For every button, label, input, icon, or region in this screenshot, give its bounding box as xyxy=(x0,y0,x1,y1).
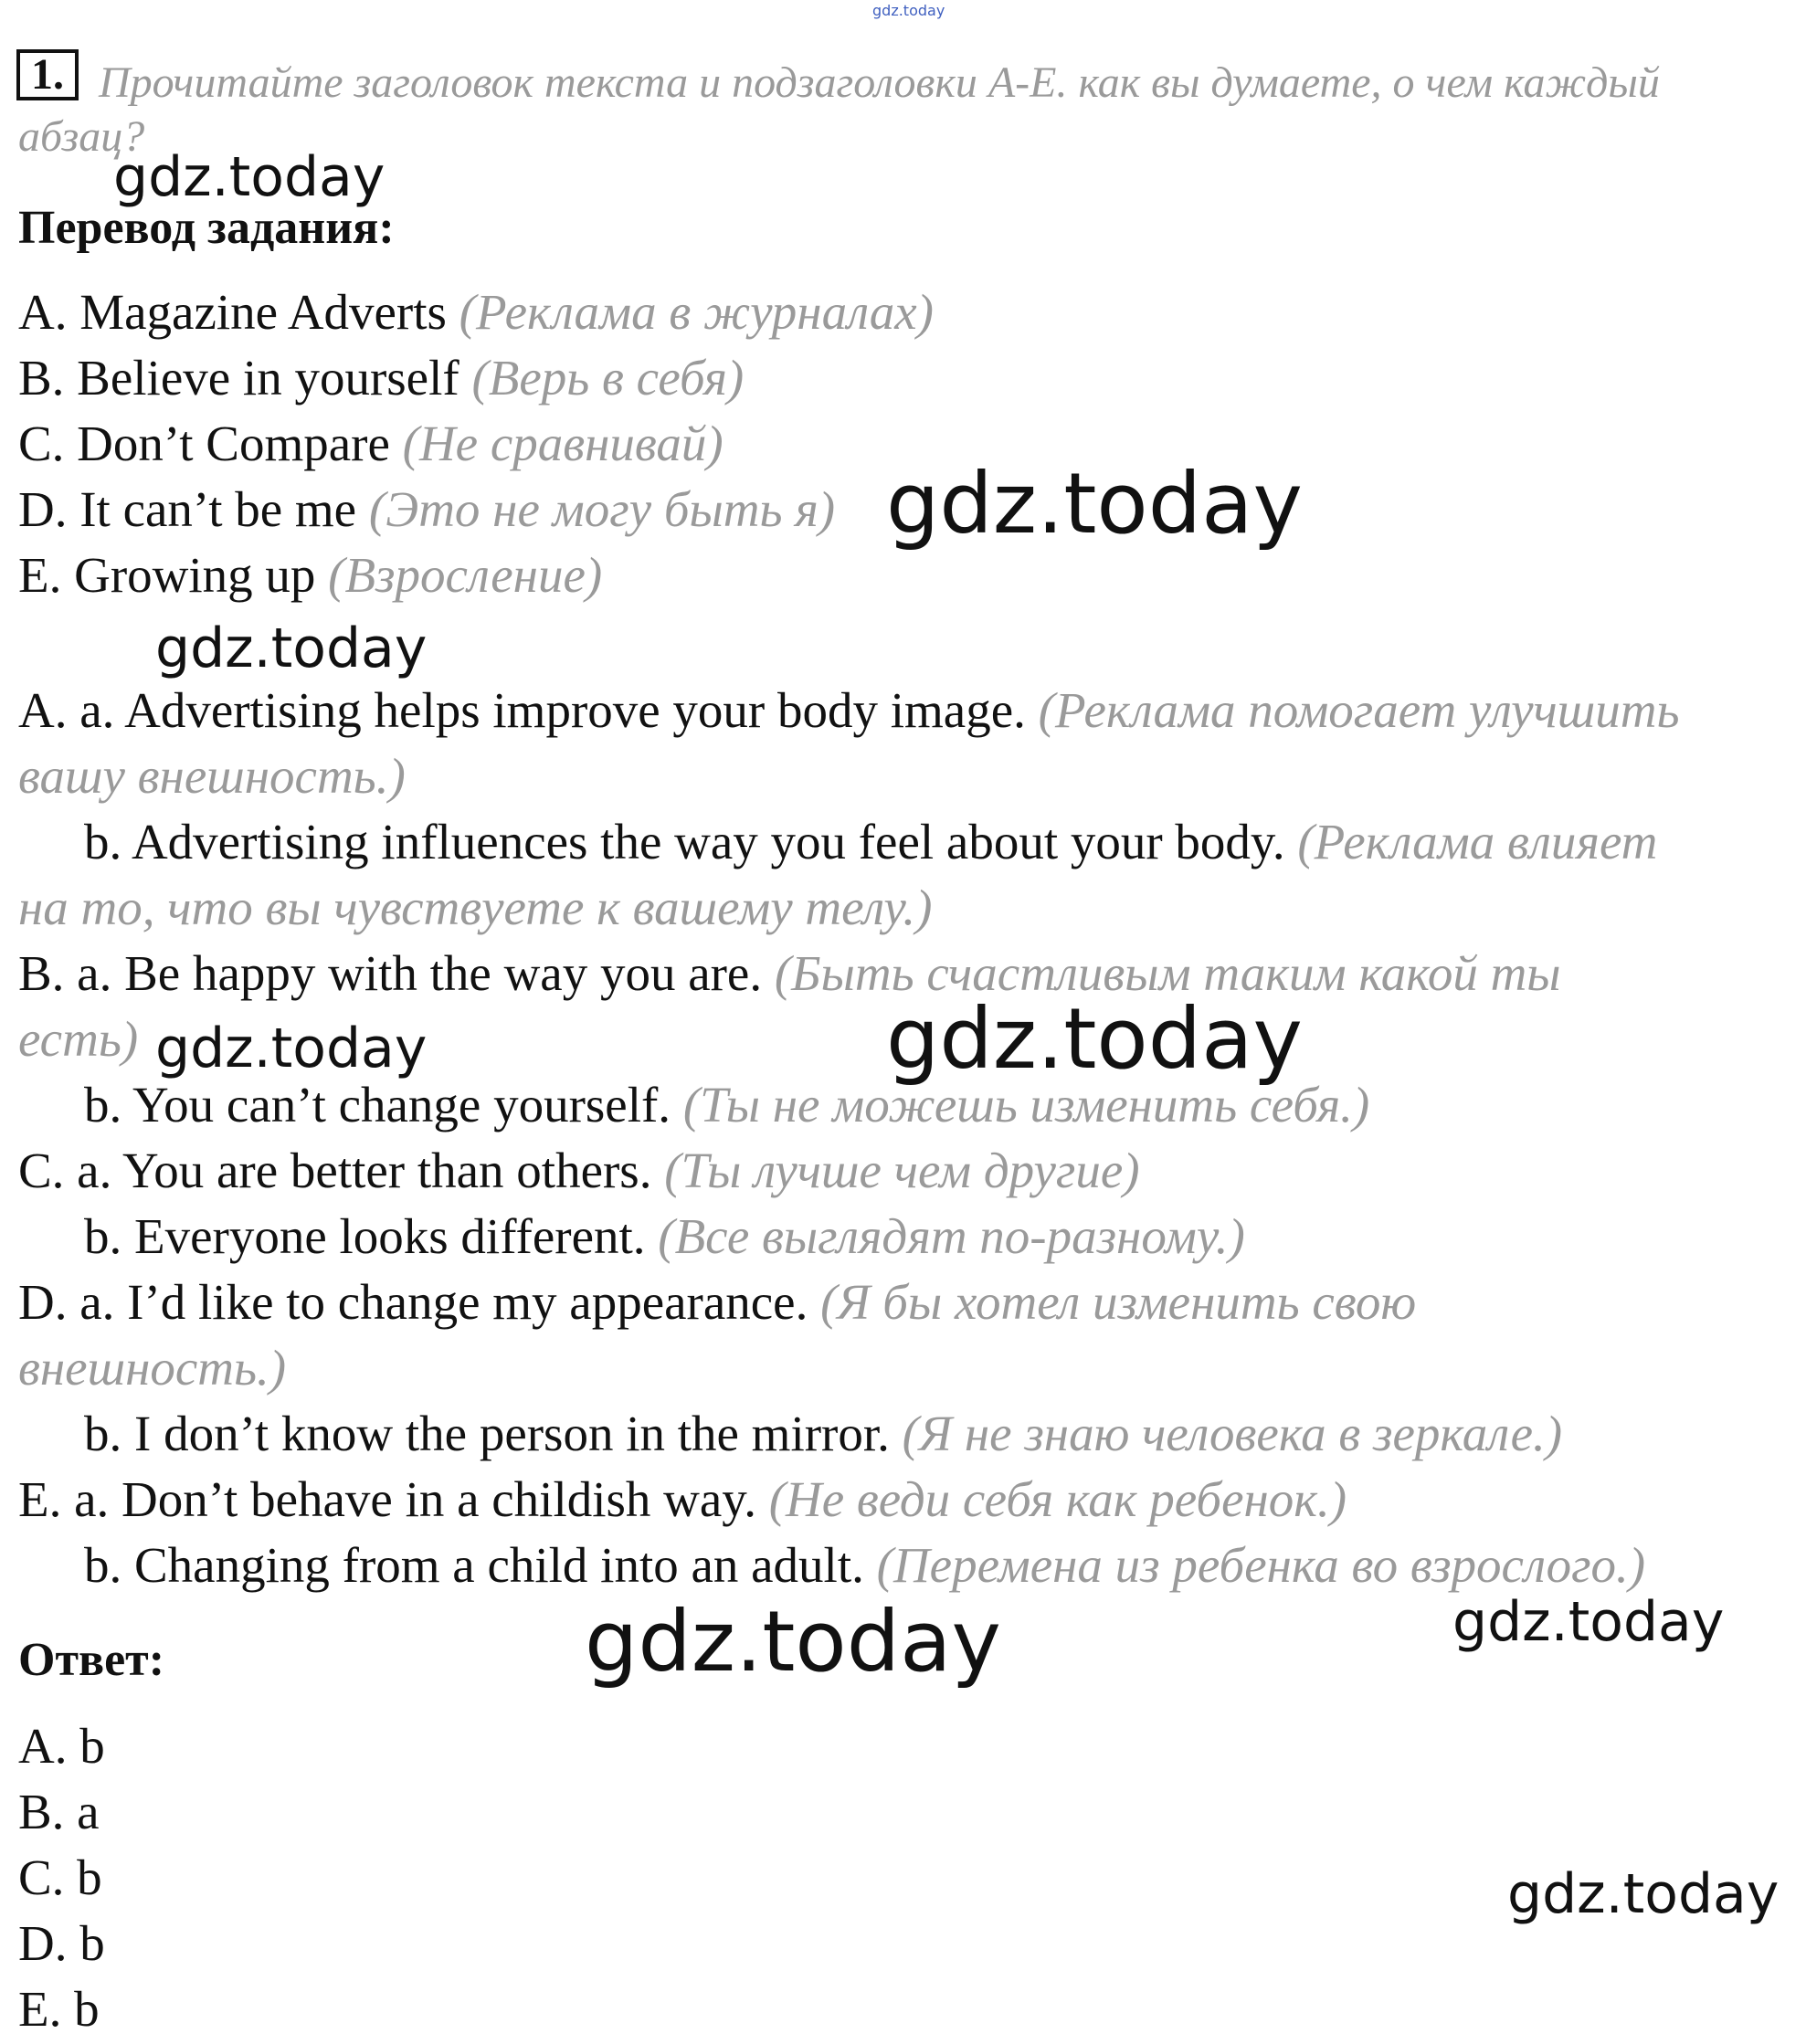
heading-e: E. Growing up (Взросление) xyxy=(18,547,603,603)
task-number: 1. xyxy=(16,49,79,100)
watermark: gdz.today xyxy=(155,616,428,680)
option-a-b-translation-cont: на то, что вы чувствуете к вашему телу.) xyxy=(18,880,933,935)
answer-item: B. a xyxy=(18,1784,100,1839)
heading-b: B. Believe in yourself (Верь в себя) xyxy=(18,350,745,406)
option-a-a-translation-cont: вашу внешность.) xyxy=(18,748,406,804)
top-watermark: gdz.today xyxy=(872,2,945,19)
watermark: gdz.today xyxy=(886,455,1303,553)
option-b-a-translation-cont: есть) xyxy=(18,1011,139,1067)
option-c-b: b. Everyone looks different. (Все выглядят по-разному.) xyxy=(84,1208,1245,1264)
watermark: gdz.today xyxy=(1452,1590,1725,1654)
answer-item: E. b xyxy=(18,1981,100,2037)
option-d-b: b. I don’t know the person in the mirror. (Я не знаю человека в зеркале.) xyxy=(84,1406,1563,1461)
option-a-b: b. Advertising influences the way you feel about your body. (Реклама влияет xyxy=(84,814,1658,869)
heading-d: D. It can’t be me (Это не могу быть я) xyxy=(18,481,836,537)
watermark: gdz.today xyxy=(886,990,1303,1088)
answer-item: A. b xyxy=(18,1718,105,1774)
option-e-a: E. a. Don’t behave in a childish way. (Не веди себя как ребенок.) xyxy=(18,1471,1347,1527)
task-instruction-continued: абзац? xyxy=(18,112,145,161)
answer-item: C. b xyxy=(18,1849,102,1905)
watermark: gdz.today xyxy=(1507,1862,1780,1926)
option-c-a: C. a. You are better than others. (Ты лучше чем другие) xyxy=(18,1143,1140,1198)
option-e-b: b. Changing from a child into an adult. (Перемена из ребенка во взрослого.) xyxy=(84,1537,1646,1593)
watermark: gdz.today xyxy=(585,1593,1001,1691)
heading-c: C. Don’t Compare (Не сравнивай) xyxy=(18,416,723,471)
answer-heading: Ответ: xyxy=(18,1634,165,1686)
translation-heading: Перевод задания: xyxy=(18,202,395,254)
option-d-a-translation-cont: внешность.) xyxy=(18,1340,287,1396)
watermark: gdz.today xyxy=(155,1017,428,1080)
option-b-b: b. You can’t change yourself. (Ты не можешь изменить себя.) xyxy=(84,1077,1370,1133)
task-instruction: Прочитайте заголовок текста и подзаголовки A-E. как вы думаете, о чем каждый xyxy=(99,58,1660,107)
option-a-a: A. a. Advertising helps improve your body image. (Реклама помогает улучшить xyxy=(18,682,1680,738)
answer-item: D. b xyxy=(18,1915,105,1971)
heading-a: A. Magazine Adverts (Реклама в журналах) xyxy=(18,284,934,340)
option-b-a: B. a. Be happy with the way you are. (Быть счастливым таким какой ты xyxy=(18,945,1561,1001)
option-d-a: D. a. I’d like to change my appearance. (Я бы хотел изменить свою xyxy=(18,1274,1417,1330)
watermark: gdz.today xyxy=(113,145,385,209)
